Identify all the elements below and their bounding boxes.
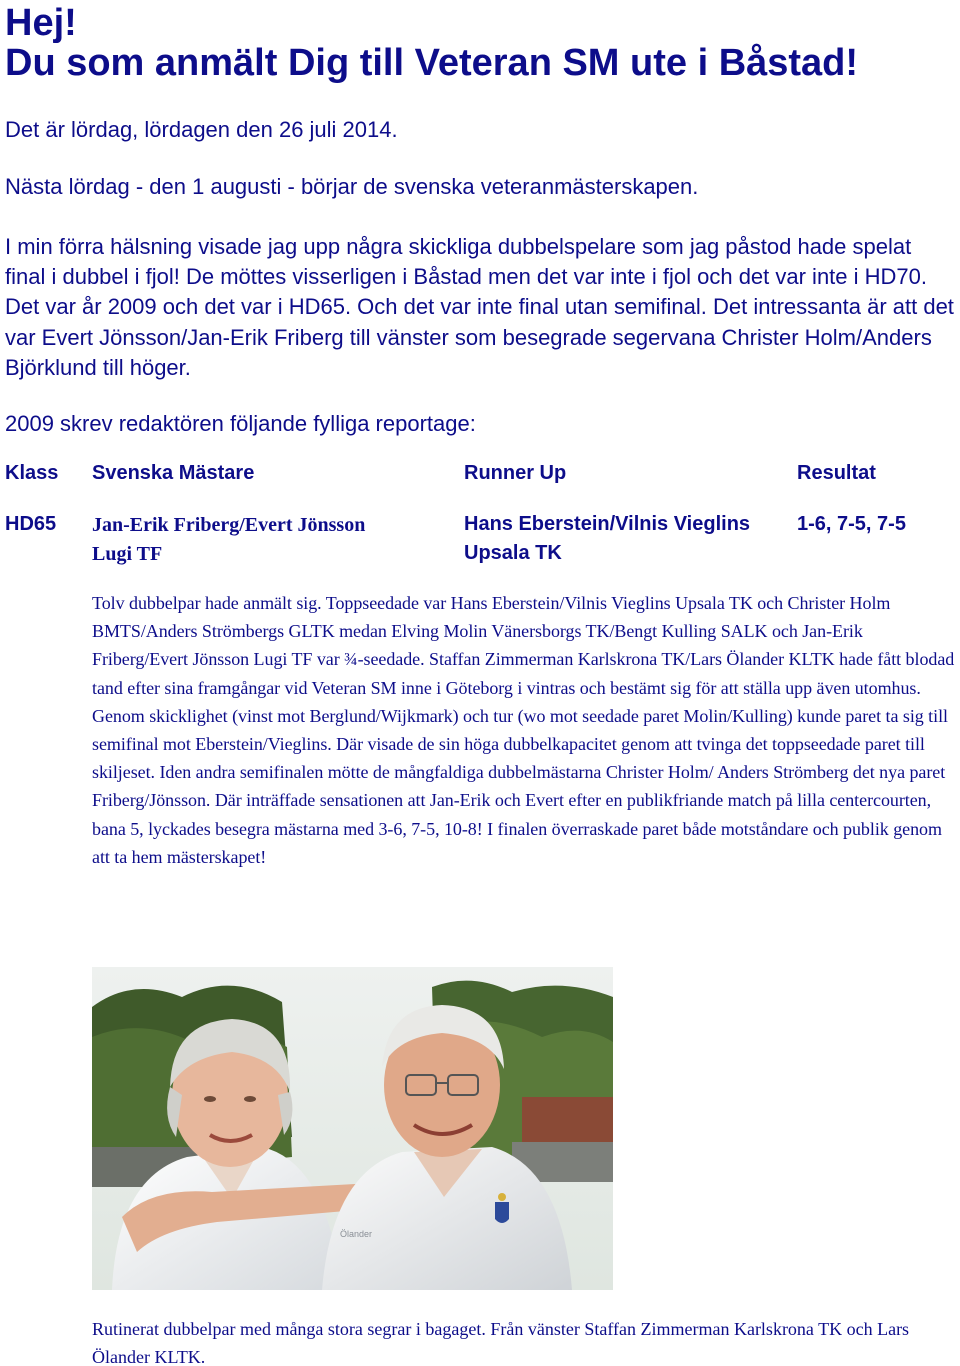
row-champion-names: Jan-Erik Friberg/Evert Jönsson <box>92 514 366 536</box>
row-champion-club: Lugi TF <box>92 543 163 565</box>
header-champion: Svenska Mästare <box>92 462 255 484</box>
header-result: Resultat <box>797 462 876 484</box>
header-runner-up: Runner Up <box>464 462 567 484</box>
report-text: Tolv dubbelpar hade anmält sig. Toppseedade var Hans Eberstein/Vilnis Vieglins Upsala TK och Christer Holm BMTS/Anders Strömbergs GLTK medan Elving Molin Vänersborgs TK/Bengt Kulling SALK och Jan-Erik Friberg/Evert Jönsson Lugi TF var ¾-seedade. Staffan Zimmerman Karlskrona TK/Lars Ölander KLTK hade fått blodad tand efter sina framgångar vid Veteran SM inne i Göteborg i vintras och bestämt sig för att ställa upp även utomhus. Genom skicklighet (vinst mot Berglund/Wijkmark) och tur (wo mot seedade paret Molin/Kulling) kunde paret ta sig till semifinal mot Eberstein/Vieglins. Där visade de sin höga dubbelkapacitet genom att tvinga det toppseedade paret till skiljeset. Iden andra semifinalen mötte de mångfaldiga dubbelmästarna Christer Holm/ Anders Strömberg det nya paret Friberg/Jönsson. Där inträffade sensationen att Jan-Erik och Evert efter en publikfriande match på lilla centercourten, bana 5, lyckades besegra mästarna med 3-6, 7-5, 10-8! I finalen överraskade paret både motståndare och publik genom att ta hem mästerskapet! <box>92 593 955 867</box>
page-title: Du som anmält Dig till Veteran SM ute i Båstad! <box>5 42 859 84</box>
date-paragraph: Det är lördag, lördagen den 26 juli 2014. <box>5 117 398 142</box>
photo-caption: Rutinerat dubbelpar med många stora segrar i bagaget. Från vänster Staffan Zimmerman Karlskrona TK och Lars Ölander KLTK. <box>92 1319 910 1366</box>
shirt-logo-text: Ölander <box>340 1229 373 1239</box>
row-result: 1-6, 7-5, 7-5 <box>797 513 906 535</box>
row-klass: HD65 <box>5 513 57 535</box>
intro-paragraph: I min förra hälsning visade jag upp några skickliga dubbelspelare som jag påstod hade spelat final i dubbel i fjol! De möttes visserligen i Båstad men det var inte i fjol och det var inte i HD70. Det var år 2009 och det var i HD65. Och det var inte final utan semifinal. Det intressanta är att det var Evert Jönsson/Jan-Erik Friberg till vänster som besegrade segervana Christer Holm/Anders Björklund till höger. <box>5 234 954 380</box>
start-date-paragraph: Nästa lördag - den 1 augusti - börjar de svenska veteranmästerskapen. <box>5 174 699 199</box>
players-photo <box>92 967 613 1290</box>
report-intro-paragraph: 2009 skrev redaktören följande fylliga reportage: <box>5 411 476 436</box>
row-runner-club: Upsala TK <box>464 542 562 564</box>
greeting-heading: Hej! <box>5 2 77 44</box>
header-klass: Klass <box>5 462 59 484</box>
row-runner-names: Hans Eberstein/Vilnis Vieglins <box>464 513 751 535</box>
